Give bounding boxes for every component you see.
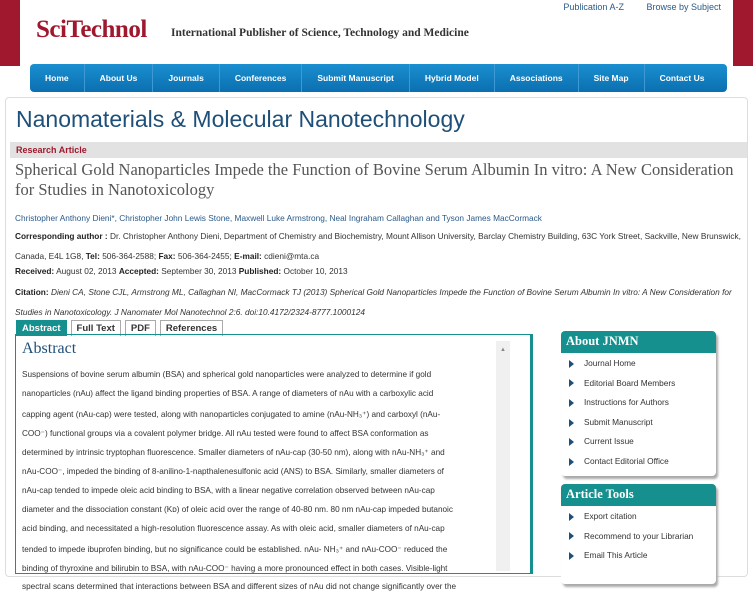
published-label: Published: [238,266,282,276]
arrow-right-icon [569,438,574,446]
dates [15,261,745,281]
arrow-right-icon [569,399,574,407]
scroll-up-icon[interactable]: ▲ [500,347,506,353]
arrow-right-icon [569,458,574,466]
sidebar-link-email-article[interactable] [561,546,716,566]
link-label: Journal Home [584,358,636,368]
link-label: Current Issue [584,436,634,447]
abstract-text [22,370,497,602]
about-jnmn-box [561,331,716,476]
link-label: Editorial Board Members [584,377,676,388]
nav-associations[interactable]: Associations [495,64,579,92]
sidebar-link-instructions[interactable] [561,393,716,413]
accepted-date: September 30, 2013 [161,266,237,276]
tab-references[interactable]: References [160,320,223,336]
abstract-line: nanoparticles (nAu) affect the ligand binding properties of BSA. A range of diameters of nAu with a carboxylic acid [22,389,434,399]
publication-a-z-link[interactable]: Publication A-Z [563,2,624,12]
sidebar-link-journal-home[interactable] [561,354,716,374]
sidebar-link-current-issue[interactable] [561,432,716,452]
corresponding-label: Corresponding author : [15,231,108,241]
tab-pdf[interactable]: PDF [125,320,156,336]
abstract-line: tended to impede ibuprofen binding, but no significance could be established. nAu- NH₃⁺ and nAu-COO⁻ reduced the [22,544,448,554]
published-date: October 10, 2013 [283,266,348,276]
link-label: Email This Article [584,550,648,561]
abstract-line: diameter and the dissociation constant (Kᴅ) of oleic acid over the range of 40-80 nm. 80 nm nAu-cap impeded butanoic [22,505,453,515]
arrow-right-icon [569,379,574,387]
citation-label: Citation: [15,287,49,297]
article-type: Research Article [10,142,747,158]
nav-home[interactable]: Home [30,64,85,92]
nav-conferences[interactable]: Conferences [220,64,303,92]
link-label: Instructions for Authors [584,397,669,408]
main-nav [30,64,727,92]
fax-label: Fax: [158,251,176,261]
about-jnmn-title: About JNMN [561,331,716,353]
received-label: Received: [15,266,55,276]
arrow-right-icon [569,419,574,427]
abstract-line: nAu-cap tended to impede oleic acid binding to BSA, with a linear negative correlation observed between nAu-cap [22,485,435,495]
fax: 506-364-2455; [177,251,232,261]
scitechnol-logo[interactable]: SciTechnol [36,16,147,43]
arrow-right-icon [569,360,574,368]
corresponding-text: Dr. Christopher Anthony Dieni, Department of Chemistry and Biochemistry, Mount Allison University, Barclay Chemistry Building, 63C York Street, Sackville, New Brunswick, Canada, E4L 1G8, [15,231,741,261]
nav-hybrid-model[interactable]: Hybrid Model [410,64,495,92]
top-links [543,2,721,12]
browse-by-subject-link[interactable]: Browse by Subject [646,2,721,12]
sidebar-link-recommend[interactable] [561,527,716,547]
tagline: International Publisher of Science, Technology and Medicine [171,27,469,39]
abstract-line: spectral scans determined that interactions between BSA and different sizes of nAu did not change significantly over the [22,582,457,592]
nav-contact-us[interactable]: Contact Us [659,73,705,83]
arrow-right-icon [569,513,574,521]
tab-abstract[interactable]: Abstract [16,320,67,336]
email-label: E-mail: [234,251,262,261]
nav-submit-manuscript[interactable]: Submit Manuscript [302,64,410,92]
abstract-line: nAu-COO⁻, impeded the binding of 8-anilino-1-napthalenesulfonic acid (ANS) to BSA. Similarly, smaller diameters of [22,467,444,477]
citation-text: Dieni CA, Stone CJL, Armstrong ML, Callaghan NI, MacCormack TJ (2013) Spherical Gold Nanoparticles Impede the Function of Bovine Serum Albumin In vitro: A New Consideration for Studies in Nanotoxicology. J Nanomater Mol Nanotechnol 2:6. doi:10.4172/2324-8777.1000124 [15,287,732,317]
link-label: Export citation [584,511,637,521]
link-label: Contact Editorial Office [584,455,669,466]
arrow-right-icon [569,552,574,560]
abstract-heading: Abstract [22,340,77,357]
abstract-line: acid binding, and necessitated a high-resolution fluorescence assay. As with oleic acid, smaller diameters of nAu-cap [22,524,445,534]
email[interactable]: cdieni@mta.ca [264,251,320,261]
brand-bar-left [0,0,20,66]
abstract-line: Suspensions of bovine serum albumin (BSA) and spherical gold nanoparticles were analyzed to determine if gold [22,370,432,379]
journal-title[interactable]: Nanomaterials & Molecular Nanotechnology [16,106,465,132]
article-tools-title: Article Tools [561,484,716,506]
accepted-label: Accepted: [118,266,159,276]
link-label: Recommend to your Librarian [584,530,694,541]
corresponding-author [15,226,745,266]
citation [15,282,745,322]
arrow-right-icon [569,532,574,540]
sidebar-link-submit-manuscript[interactable] [561,413,716,433]
brand-bar-right [733,0,753,66]
abstract-scrollbar[interactable] [496,341,510,571]
received-date: August 02, 2013 [56,266,117,276]
nav-about-us[interactable]: About Us [85,64,154,92]
abstract-line: capping agent (nAu-cap) were tested, along with nanoparticles conjugated to amine (nAu-NH₃⁺) and carboxyl (nAu- [22,409,441,419]
authors[interactable]: Christopher Anthony Dieni*, Christopher John Lewis Stone, Maxwell Luke Armstrong, Neal Ingraham Callaghan and Tyson James MacCormack [15,213,542,223]
article-title: Spherical Gold Nanoparticles Impede the Function of Bovine Serum Albumin In vitro: A New Consideration for Studies in Nanotoxicology [15,160,734,199]
sidebar-link-editorial-board[interactable] [561,374,716,394]
sidebar-link-contact-office[interactable] [561,452,716,472]
tel: 506-364-2588; [102,251,157,261]
abstract-line: determined by intrinsic tryptophan fluorescence. Smaller diameters of nAu-cap (30-50 nm), along with nAu-NH₃⁺ and [22,448,445,458]
abstract-line: COO⁻) functional groups via a covalent polymer bridge. All nAu tested were found to affect BSA conformation as [22,428,429,438]
tel-label: Tel: [85,251,100,261]
nav-site-map[interactable]: Site Map [579,64,645,92]
link-label: Submit Manuscript [584,416,653,427]
abstract-line: binding of thyroxine and bilirubin to BSA, with nAu-COO⁻ having a more pronounced effect in both cases. Visible-light [22,563,448,573]
sidebar-link-export-citation[interactable] [561,507,716,527]
article-tools-box [561,484,716,584]
tab-full-text[interactable]: Full Text [71,320,121,336]
nav-journals[interactable]: Journals [153,64,219,92]
